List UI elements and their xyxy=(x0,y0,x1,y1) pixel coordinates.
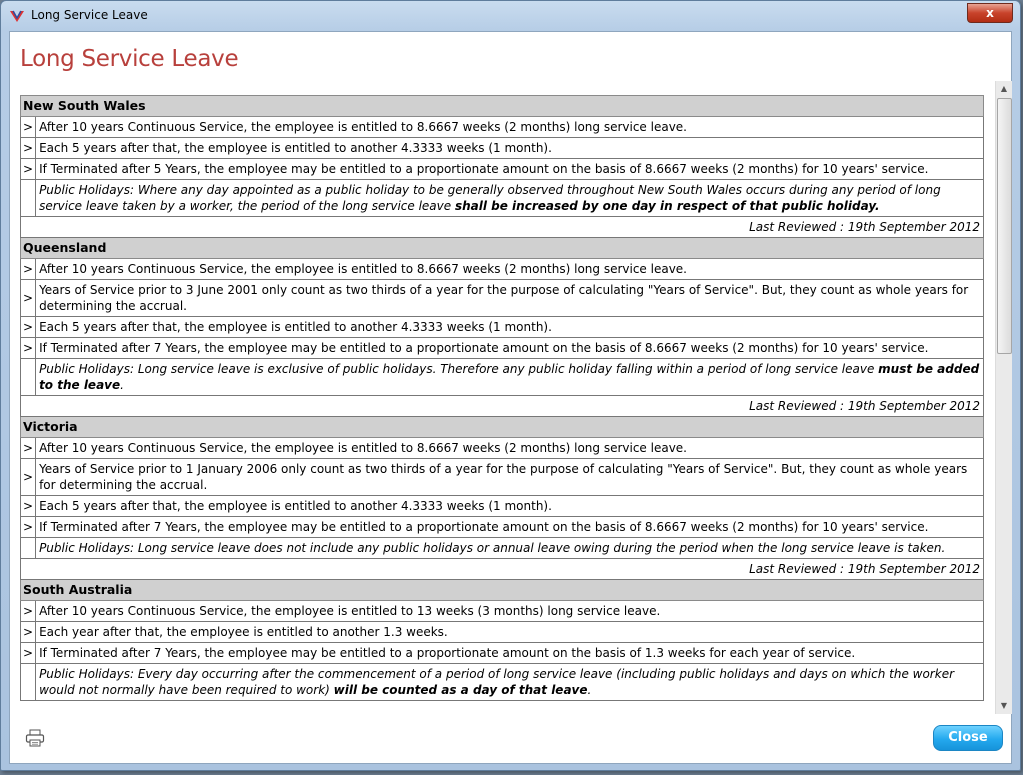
last-reviewed-date: Last Reviewed : 19th September 2012 xyxy=(21,396,984,417)
rule-row xyxy=(21,338,984,359)
chevron-right-icon: > xyxy=(21,517,36,538)
leave-rules-table xyxy=(20,95,984,701)
rule-row xyxy=(21,601,984,622)
public-holiday-note-row xyxy=(21,180,984,217)
title-bar[interactable] xyxy=(1,1,1020,31)
rule-row xyxy=(21,280,984,317)
last-reviewed-row xyxy=(21,217,984,238)
rule-row xyxy=(21,317,984,338)
rule-text: If Terminated after 7 Years, the employee may be entitled to a proportionate amount on the basis of 1.3 weeks for each year of service. xyxy=(36,643,984,664)
chevron-right-icon: > xyxy=(21,138,36,159)
chevron-right-icon: > xyxy=(21,280,36,317)
app-logo-icon xyxy=(9,8,25,24)
note-emphasis: must be added to the leave xyxy=(39,362,980,392)
chevron-right-icon: > xyxy=(21,601,36,622)
window-close-button[interactable]: x xyxy=(967,3,1013,23)
rule-text: Years of Service prior to 3 June 2001 only count as two thirds of a year for the purpose of calculating "Years of Service". But, they count as whole years for determining the accrual. xyxy=(36,280,984,317)
leave-rules-scroll-area[interactable] xyxy=(20,95,986,714)
region-name: New South Wales xyxy=(21,96,984,117)
region-name: Queensland xyxy=(21,238,984,259)
chevron-right-icon: > xyxy=(21,496,36,517)
chevron-right-icon: > xyxy=(21,338,36,359)
chevron-right-icon: > xyxy=(21,438,36,459)
region-header-row xyxy=(21,417,984,438)
scroll-down-arrow-icon[interactable]: ▼ xyxy=(1000,701,1008,710)
rule-text: Each 5 years after that, the employee is entitled to another 4.3333 weeks (1 month). xyxy=(36,317,984,338)
note-spacer xyxy=(21,359,36,396)
chevron-right-icon: > xyxy=(21,643,36,664)
region-name: South Australia xyxy=(21,580,984,601)
rule-row xyxy=(21,459,984,496)
dialog-content xyxy=(9,31,1012,764)
chevron-right-icon: > xyxy=(21,622,36,643)
public-holiday-note-row xyxy=(21,538,984,559)
chevron-right-icon: > xyxy=(21,317,36,338)
note-text: Public Holidays: Where any day appointed as a public holiday to be generally observed throughout New South Wales occurs during any period of long service leave taken by a worker, the period of the long service leave xyxy=(39,183,941,213)
window-title: Long Service Leave xyxy=(31,8,148,22)
rule-row xyxy=(21,496,984,517)
public-holiday-note xyxy=(36,664,984,701)
rule-row xyxy=(21,159,984,180)
region-header-row xyxy=(21,96,984,117)
note-emphasis: will be counted as a day of that leave xyxy=(333,683,588,697)
rule-text: If Terminated after 7 Years, the employee may be entitled to a proportionate amount on the basis of 8.6667 weeks (2 months) for 10 years' service. xyxy=(36,517,984,538)
chevron-right-icon: > xyxy=(21,117,36,138)
rule-text: After 10 years Continuous Service, the employee is entitled to 13 weeks (3 months) long service leave. xyxy=(36,601,984,622)
region-name: Victoria xyxy=(21,417,984,438)
rule-row xyxy=(21,259,984,280)
chevron-right-icon: > xyxy=(21,159,36,180)
rule-text: If Terminated after 5 Years, the employee may be entitled to a proportionate amount on the basis of 8.6667 weeks (2 months) for 10 years' service. xyxy=(36,159,984,180)
printer-icon[interactable] xyxy=(25,729,45,747)
rule-row xyxy=(21,117,984,138)
rule-text: Each 5 years after that, the employee is entitled to another 4.3333 weeks (1 month). xyxy=(36,138,984,159)
rule-row xyxy=(21,643,984,664)
chevron-right-icon: > xyxy=(21,259,36,280)
rule-text: After 10 years Continuous Service, the employee is entitled to 8.6667 weeks (2 months) long service leave. xyxy=(36,117,984,138)
rule-row xyxy=(21,517,984,538)
region-header-row xyxy=(21,238,984,259)
public-holiday-note xyxy=(36,359,984,396)
note-text: Public Holidays: Long service leave does not include any public holidays or annual leave owing during the period when the long service leave is taken. xyxy=(39,541,946,555)
scroll-up-arrow-icon[interactable]: ▲ xyxy=(1000,84,1008,93)
last-reviewed-row xyxy=(21,559,984,580)
note-spacer xyxy=(21,664,36,701)
note-spacer xyxy=(21,180,36,217)
last-reviewed-date: Last Reviewed : 19th September 2012 xyxy=(21,217,984,238)
note-emphasis: shall be increased by one day in respect of that public holiday. xyxy=(454,199,880,213)
rule-row xyxy=(21,438,984,459)
scrollbar-thumb[interactable] xyxy=(997,98,1012,354)
close-button[interactable]: Close xyxy=(933,725,1003,751)
rule-text: Each year after that, the employee is entitled to another 1.3 weeks. xyxy=(36,622,984,643)
last-reviewed-row xyxy=(21,396,984,417)
rule-text: If Terminated after 7 Years, the employee may be entitled to a proportionate amount on the basis of 8.6667 weeks (2 months) for 10 years' service. xyxy=(36,338,984,359)
note-text: Public Holidays: Long service leave is exclusive of public holidays. Therefore any public holiday falling within a period of long service leave xyxy=(39,362,879,376)
note-tail: . xyxy=(587,683,592,697)
public-holiday-note xyxy=(36,538,984,559)
note-spacer xyxy=(21,538,36,559)
rule-text: After 10 years Continuous Service, the employee is entitled to 8.6667 weeks (2 months) long service leave. xyxy=(36,259,984,280)
rule-text: After 10 years Continuous Service, the employee is entitled to 8.6667 weeks (2 months) long service leave. xyxy=(36,438,984,459)
last-reviewed-date: Last Reviewed : 19th September 2012 xyxy=(21,559,984,580)
region-header-row xyxy=(21,580,984,601)
chevron-right-icon: > xyxy=(21,459,36,496)
vertical-scrollbar[interactable] xyxy=(995,81,1012,714)
note-tail: . xyxy=(120,378,124,392)
rule-text: Each 5 years after that, the employee is entitled to another 4.3333 weeks (1 month). xyxy=(36,496,984,517)
public-holiday-note-row xyxy=(21,664,984,701)
public-holiday-note-row xyxy=(21,359,984,396)
rule-text: Years of Service prior to 1 January 2006 only count as two thirds of a year for the purpose of calculating "Years of Service". But, they count as whole years for determining the accrual. xyxy=(36,459,984,496)
rule-row xyxy=(21,622,984,643)
page-title: Long Service Leave xyxy=(20,46,239,72)
note-text: Public Holidays: Every day occurring after the commencement of a period of long service leave (including public holidays and days on which the worker would not normally have been required to work) xyxy=(39,667,955,697)
public-holiday-note xyxy=(36,180,984,217)
rule-row xyxy=(21,138,984,159)
